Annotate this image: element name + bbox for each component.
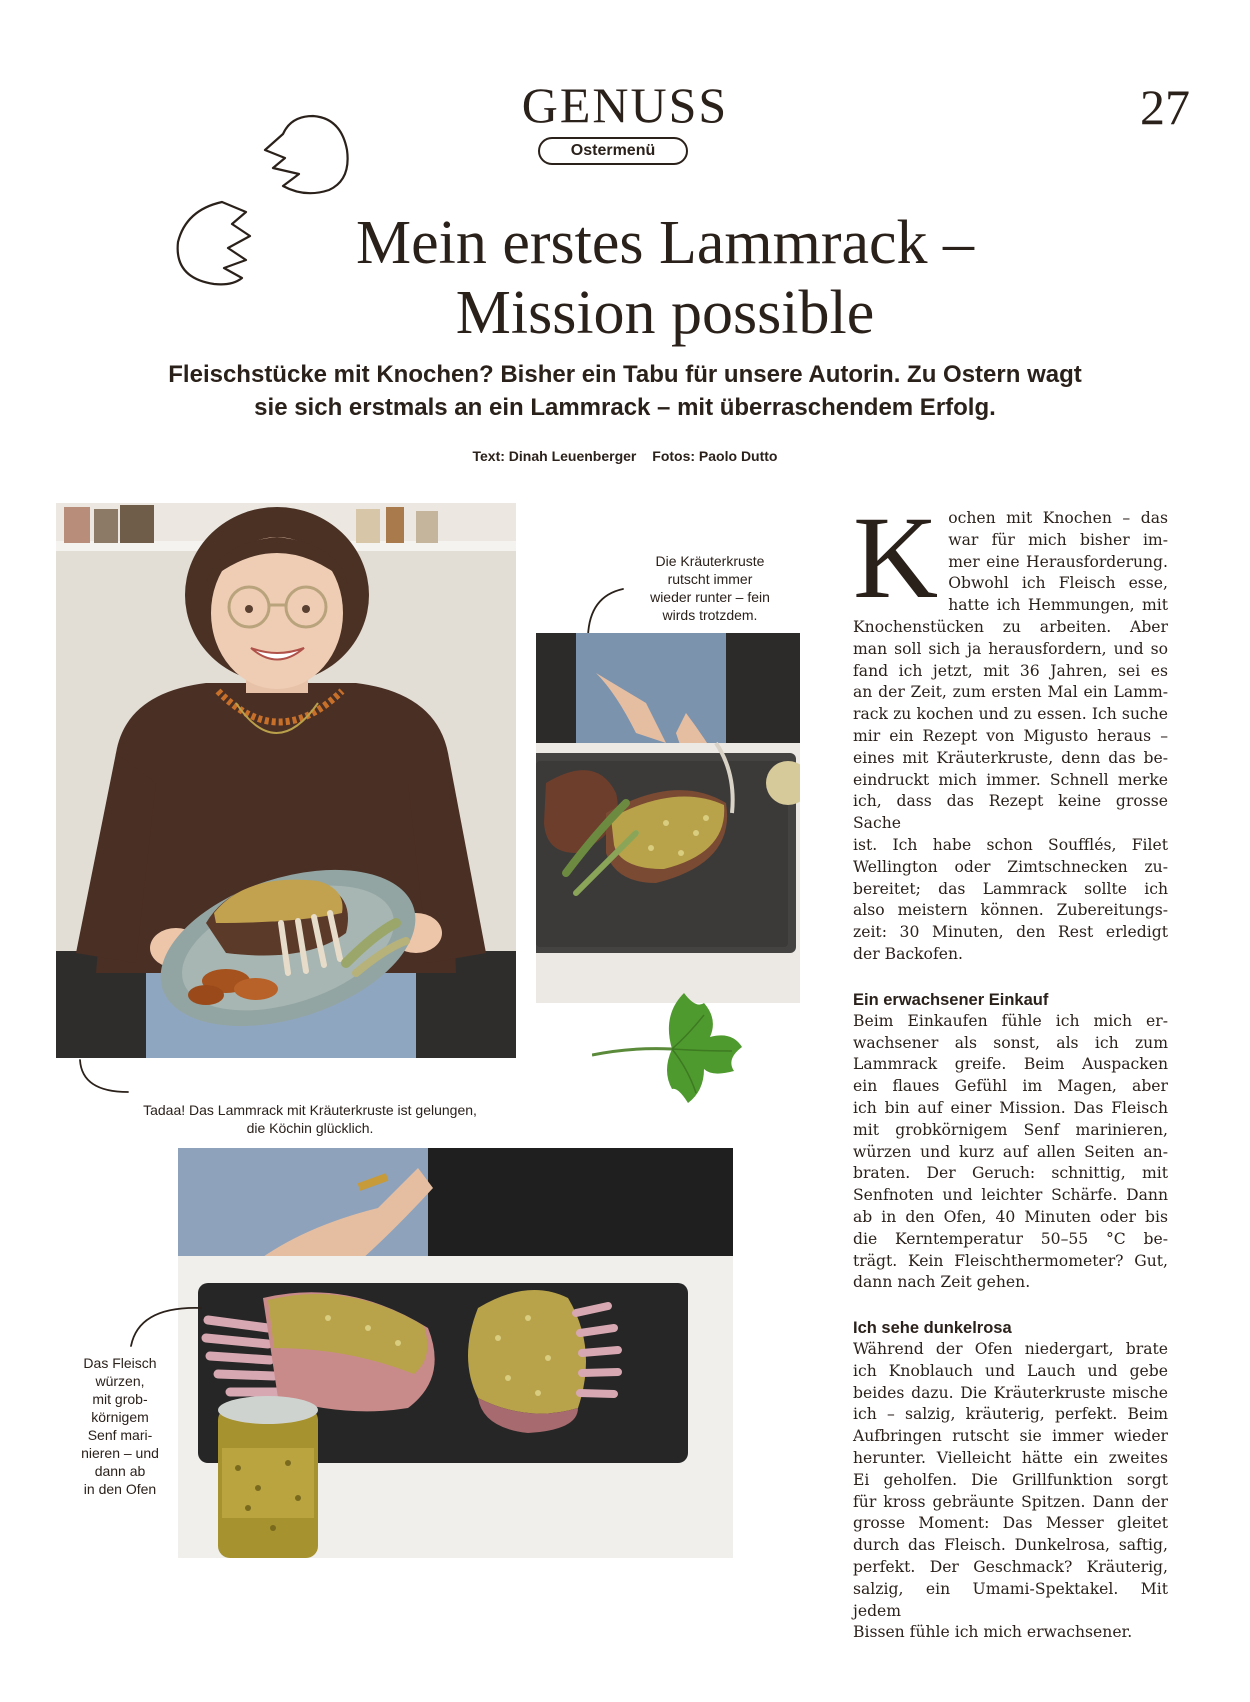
board-photo — [178, 1148, 733, 1558]
text-line: ich Knoblauch und Lauch und gebe — [853, 1361, 1168, 1380]
text-line: Lammrack greife. Beim Auspacken — [853, 1055, 1168, 1074]
caption-line: Tadaa! Das Lammrack mit Kräuterkruste ist gelungen, — [143, 1102, 477, 1118]
text-line: ein flaues Gefühl im Magen, aber — [853, 1077, 1168, 1096]
text-line: Während der Ofen niedergart, brate — [853, 1340, 1168, 1359]
text-line: durch das Fleisch. Dunkelrosa, saftig, — [853, 1536, 1168, 1555]
text-line: perfekt. Der Geschmack? Kräuterig, — [853, 1558, 1168, 1577]
page-number: 27 — [1140, 79, 1190, 135]
text-line: eindruckt mich immer. Schnell merke — [853, 770, 1168, 789]
text-line: ich, dass das Rezept keine grosse Sache — [853, 792, 1168, 833]
text-line: grosse Moment: Das Messer gleitet — [853, 1514, 1168, 1533]
caption-line: in den Ofen — [83, 1481, 157, 1497]
caption-line: rutscht immer — [667, 571, 753, 587]
text-line: hatte ich Hemmungen, mit — [948, 596, 1168, 615]
credits — [0, 448, 1250, 464]
caption-line: Die Kräuterkruste — [655, 553, 765, 569]
text-line: mit grobkörnigem Senf marinieren, — [853, 1120, 1168, 1139]
portrait-photo — [56, 503, 516, 1058]
author-credit: Text: Dinah Leuenberger — [472, 448, 637, 464]
text-line: Bissen fühle ich mich erwachsener. — [853, 1623, 1133, 1642]
text-line: der Backofen. — [853, 944, 963, 963]
text-line: zeit: 30 Minuten, den Rest erledigt — [853, 923, 1168, 942]
caption-line: mit grob- — [92, 1391, 148, 1407]
caption-arrow-icon — [125, 1300, 205, 1350]
text-line: braten. Der Geruch: schnittig, mit — [853, 1164, 1168, 1183]
text-line: Beim Einkaufen fühle ich mich er- — [853, 1011, 1168, 1030]
parsley-leaf-icon — [592, 985, 752, 1110]
text-line: ist. Ich habe schon Soufflés, Filet — [853, 835, 1168, 854]
subheading: Ein erwachsener Einkauf — [853, 990, 1049, 1009]
caption-arrow-icon — [72, 1058, 132, 1098]
text-line: ich bin auf einer Mission. Das Fleisch — [853, 1098, 1168, 1117]
text-line: salzig, ein Umami-Spektakel. Mit jedem — [853, 1579, 1168, 1620]
text-line: Senfnoten und leichter Schärfe. Dann — [853, 1186, 1168, 1205]
subheading: Ich sehe dunkelrosa — [853, 1319, 1012, 1338]
caption-line: wieder runter – fein — [650, 589, 770, 605]
text-line: ab in den Ofen, 40 Minuten oder bis — [853, 1207, 1168, 1226]
caption-line: wirds trotzdem. — [662, 607, 758, 623]
headline-line: Mission possible — [455, 279, 875, 347]
article-paragraph — [853, 1011, 1168, 1294]
article-body — [853, 492, 1168, 1644]
text-line: würzen und kurz auf allen Seiten an- — [853, 1142, 1168, 1161]
tray-photo — [536, 633, 800, 1003]
text-line: Knochenstücken zu arbeiten. Aber — [853, 617, 1168, 636]
text-line: bereitet; das Lammrack sollte ich — [853, 879, 1168, 898]
section-title: GENUSS — [521, 77, 729, 133]
text-line: an der Zeit, zum ersten Mal ein Lamm- — [853, 683, 1168, 702]
caption-line: Das Fleisch — [83, 1355, 157, 1371]
text-line: Ei geholfen. Die Grillfunktion sorgt — [853, 1470, 1168, 1489]
drop-cap: K — [853, 492, 939, 623]
subtitle — [90, 358, 1160, 424]
text-line: trägt. Kein Fleischthermometer? Gut, — [853, 1251, 1168, 1270]
text-line: mer eine Herausforderung. — [948, 552, 1168, 571]
text-line: herunter. Vielleicht hätte ein zweites — [853, 1449, 1168, 1468]
caption-portrait — [110, 1101, 510, 1137]
text-line: fand ich jetzt, mit 36 Jahren, sei es — [853, 661, 1168, 680]
text-line: rack zu kochen und zu essen. Ich suche — [853, 705, 1168, 724]
caption-line: dann ab — [94, 1463, 146, 1479]
caption-crust — [620, 552, 800, 624]
text-line: beides dazu. Die Kräuterkruste mische — [853, 1383, 1168, 1402]
text-line: ochen mit Knochen – das — [948, 509, 1168, 527]
headline-line: Mein erstes Lammrack – — [355, 209, 975, 277]
text-line: die Kerntemperatur 50–55 °C be- — [853, 1229, 1168, 1248]
caption-line: nieren – und — [81, 1445, 159, 1461]
text-line: wachsener als sonst, als ich zum — [853, 1033, 1168, 1052]
text-line: mir ein Rezept von Migusto heraus – — [853, 726, 1168, 745]
category-badge: Ostermenü — [538, 137, 688, 165]
caption-seasoning — [60, 1354, 180, 1498]
eggshell-doodle-icon — [255, 110, 355, 200]
text-line: war für mich bisher im- — [948, 530, 1168, 549]
subtitle-line: sie sich erstmals an ein Lammrack – mit überraschendem Erfolg. — [254, 394, 996, 421]
subtitle-line: Fleischstücke mit Knochen? Bisher ein Tabu für unsere Autorin. Zu Ostern wagt — [168, 361, 1082, 388]
headline — [150, 208, 1180, 348]
text-line: Aufbringen rutscht sie immer wieder — [853, 1427, 1168, 1446]
caption-line: Senf mari- — [87, 1427, 153, 1443]
caption-line: die Köchin glücklich. — [246, 1120, 374, 1136]
caption-line: würzen, — [95, 1373, 145, 1389]
text-line: man soll sich ja herausfordern, und so — [853, 639, 1168, 658]
text-line: dann nach Zeit gehen. — [853, 1273, 1031, 1292]
text-line: Wellington oder Zimtschnecken zu- — [853, 857, 1168, 876]
text-line: Obwohl ich Fleisch esse, — [948, 574, 1168, 593]
text-line: eines mit Kräuterkruste, denn das be- — [853, 748, 1168, 767]
photo-credit: Fotos: Paolo Dutto — [652, 448, 778, 464]
text-line: also meistern können. Zubereitungs- — [853, 901, 1168, 920]
text-line: für kross gebräunte Spitzen. Dann der — [853, 1492, 1168, 1511]
article-paragraph — [853, 1339, 1168, 1644]
caption-line: körnigem — [91, 1409, 149, 1425]
text-line: ich – salzig, kräuterig, perfekt. Beim — [853, 1405, 1168, 1424]
